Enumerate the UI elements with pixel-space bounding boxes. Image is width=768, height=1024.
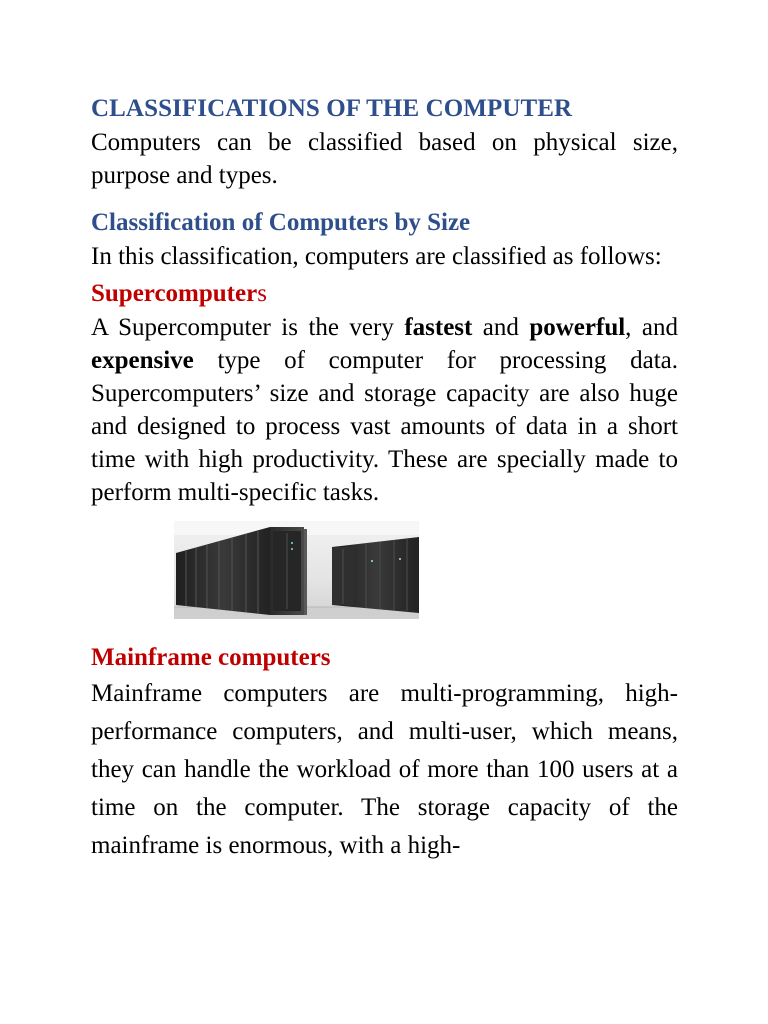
spacer	[91, 192, 678, 206]
size-classification-paragraph: In this classification, computers are classified as follows:	[91, 243, 662, 270]
spacer	[91, 619, 678, 641]
size-classification-heading: Classification of Computers by Size	[91, 209, 471, 236]
supercomputer-racks-image	[174, 521, 419, 619]
mainframe-heading: Mainframe computers	[91, 644, 331, 671]
supercomputers-text-4: type of computer for processing data. Supercomputers’ size and storage capacity are also huge and designed to process vast amounts of data in a short time with high productivity. These are specially made to perform multi-specific tasks.	[91, 347, 678, 506]
supercomputers-text-2: and	[472, 314, 530, 341]
mainframe-paragraph: Mainframe computers are multi-programming, high-performance computers, and multi-user, which means, they can handle the workload of more than 100 users at a time on the computer. The storage capacity of the mainframe is enormous, with a high-	[91, 680, 678, 859]
bold-fastest: fastest	[404, 314, 473, 341]
supercomputers-heading-tail: s	[257, 280, 267, 307]
document-title: CLASSIFICATIONS OF THE COMPUTER	[91, 95, 573, 122]
supercomputers-text-3: , and	[625, 314, 678, 341]
supercomputers-heading	[91, 277, 678, 311]
intro-paragraph: Computers can be classified based on physical size, purpose and types.	[91, 129, 678, 189]
supercomputers-paragraph	[91, 311, 678, 509]
bold-expensive: expensive	[91, 347, 194, 374]
document-page	[91, 92, 678, 865]
supercomputers-heading-main: Supercomputer	[91, 280, 258, 307]
supercomputers-text-1: A Supercomputer is the very	[91, 314, 405, 341]
bold-powerful: powerful	[529, 314, 626, 341]
